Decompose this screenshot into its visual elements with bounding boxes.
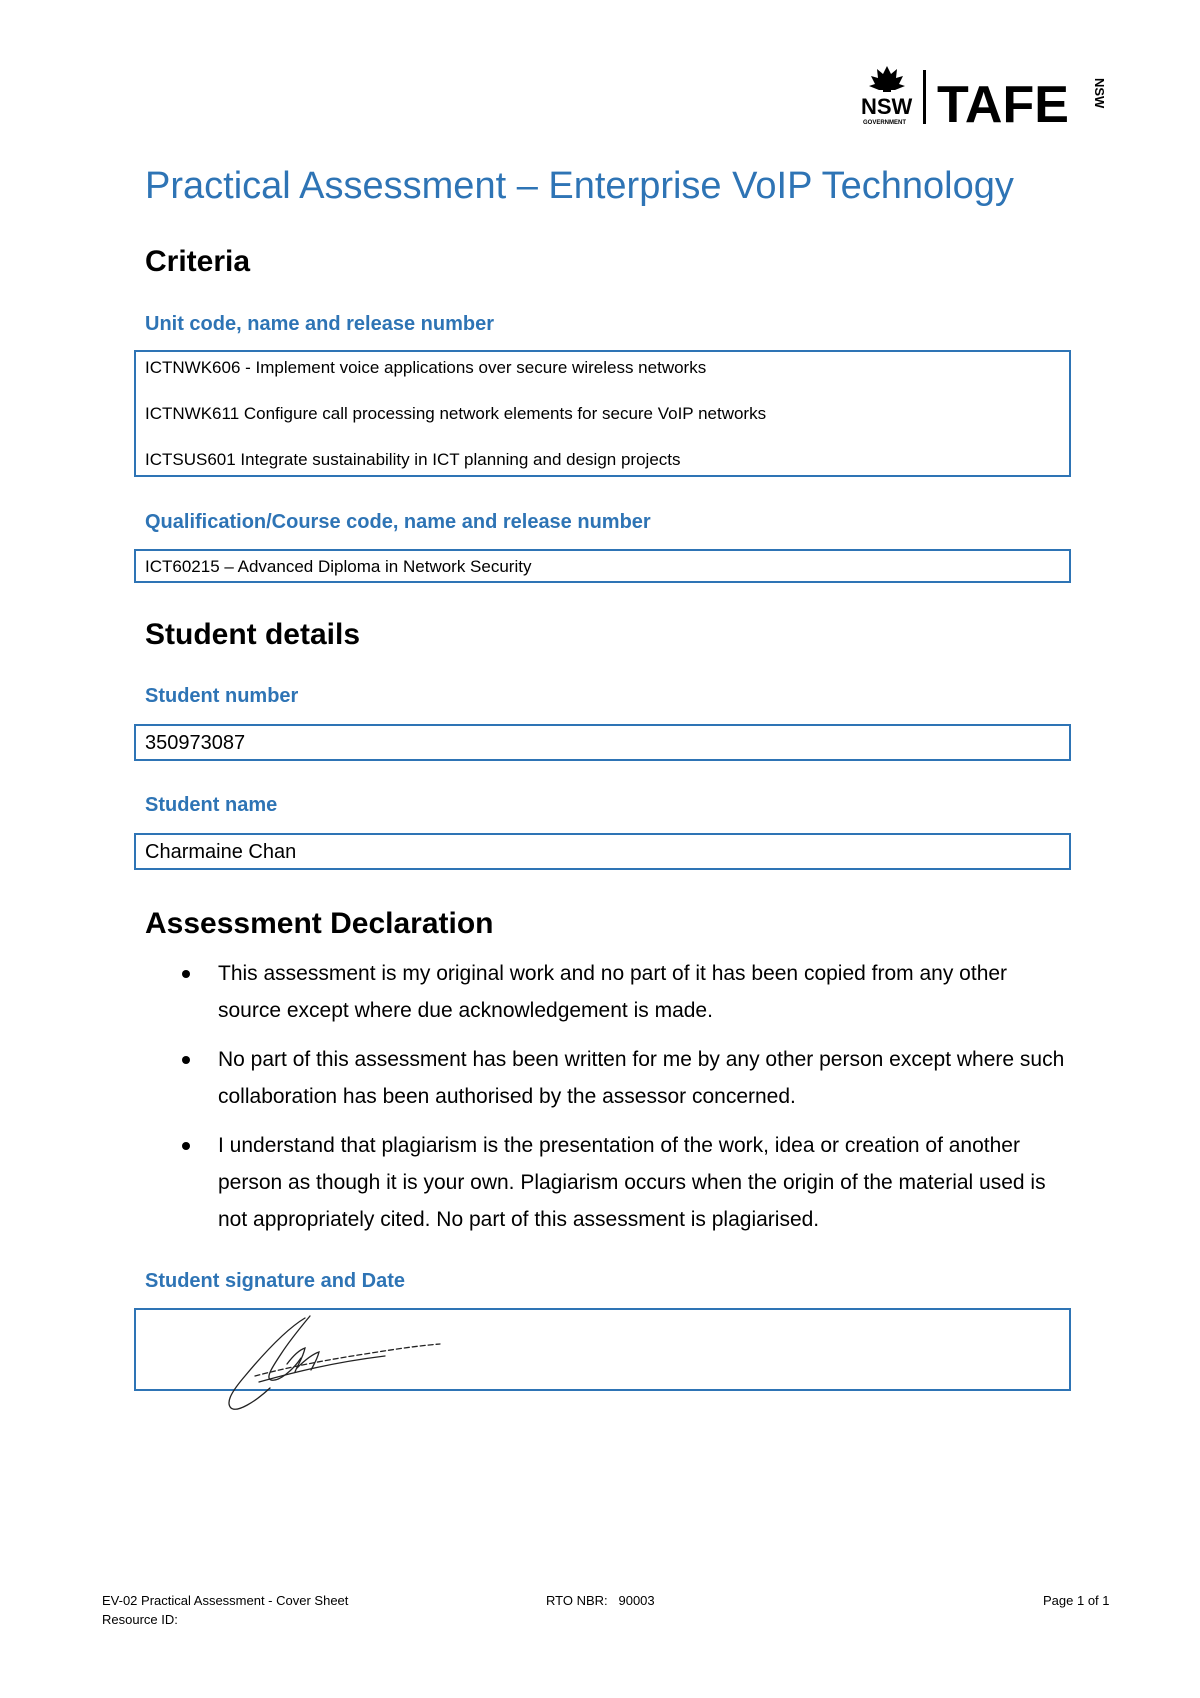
student-number-box <box>134 724 1071 761</box>
footer-resource-id: Resource ID: <box>102 1612 178 1627</box>
nsw-tafe-logo <box>845 64 1105 134</box>
bullet-icon <box>182 1142 190 1150</box>
footer-doc-name: EV-02 Practical Assessment - Cover Sheet <box>102 1593 349 1608</box>
qualification-box <box>134 549 1071 583</box>
signature-label: Student signature and Date <box>145 1270 406 1292</box>
footer-rto: RTO NBR: 90003 <box>546 1593 655 1608</box>
unit-line-1: ICTNWK606 - Implement voice applications over secure wireless networks <box>145 358 707 377</box>
qualification-value: ICT60215 – Advanced Diploma in Network Security <box>145 557 532 576</box>
logo-divider <box>923 70 926 124</box>
waratah-icon <box>869 66 905 92</box>
student-number-value: 350973087 <box>145 732 246 754</box>
declaration-item-text: This assessment is my original work and no part of it has been copied from any other source except where due acknowledgement is made. <box>218 962 1008 1022</box>
footer-page-number: Page 1 of 1 <box>1043 1593 1110 1608</box>
criteria-heading: Criteria <box>145 245 251 278</box>
student-name-label: Student name <box>145 794 278 816</box>
unit-label: Unit code, name and release number <box>145 313 494 335</box>
declaration-heading: Assessment Declaration <box>145 907 494 940</box>
bullet-icon <box>182 970 190 978</box>
signature-image <box>215 1310 445 1420</box>
student-number-label: Student number <box>145 685 299 707</box>
declaration-list <box>145 955 1075 1250</box>
declaration-item <box>145 1127 1075 1238</box>
bullet-icon <box>182 1056 190 1064</box>
logo-tafe-sub-text: NSW <box>1092 78 1107 109</box>
declaration-item <box>145 955 1075 1029</box>
student-name-value: Charmaine Chan <box>145 841 297 863</box>
student-details-heading: Student details <box>145 618 361 651</box>
qualification-label: Qualification/Course code, name and release number <box>145 511 651 533</box>
declaration-item <box>145 1041 1075 1115</box>
unit-box <box>134 350 1071 477</box>
unit-line-2: ICTNWK611 Configure call processing network elements for secure VoIP networks <box>145 404 767 423</box>
unit-line-3: ICTSUS601 Integrate sustainability in ICT planning and design projects <box>145 450 681 469</box>
declaration-item-text: No part of this assessment has been written for me by any other person except where such collaboration has been authorised by the assessor concerned. <box>218 1048 1065 1108</box>
logo-government-text: GOVERNMENT <box>863 120 907 126</box>
page-title: Practical Assessment – Enterprise VoIP Technology <box>145 165 1014 207</box>
logo-nsw-text: NSW <box>861 94 913 119</box>
logo-tafe-text: TAFE <box>937 76 1069 134</box>
student-name-box <box>134 833 1071 870</box>
declaration-item-text: I understand that plagiarism is the presentation of the work, idea or creation of another person as though it is your own. Plagiarism occurs when the origin of the material used is not appropriately cited. No part of this assessment is plagiarised. <box>218 1134 1046 1231</box>
